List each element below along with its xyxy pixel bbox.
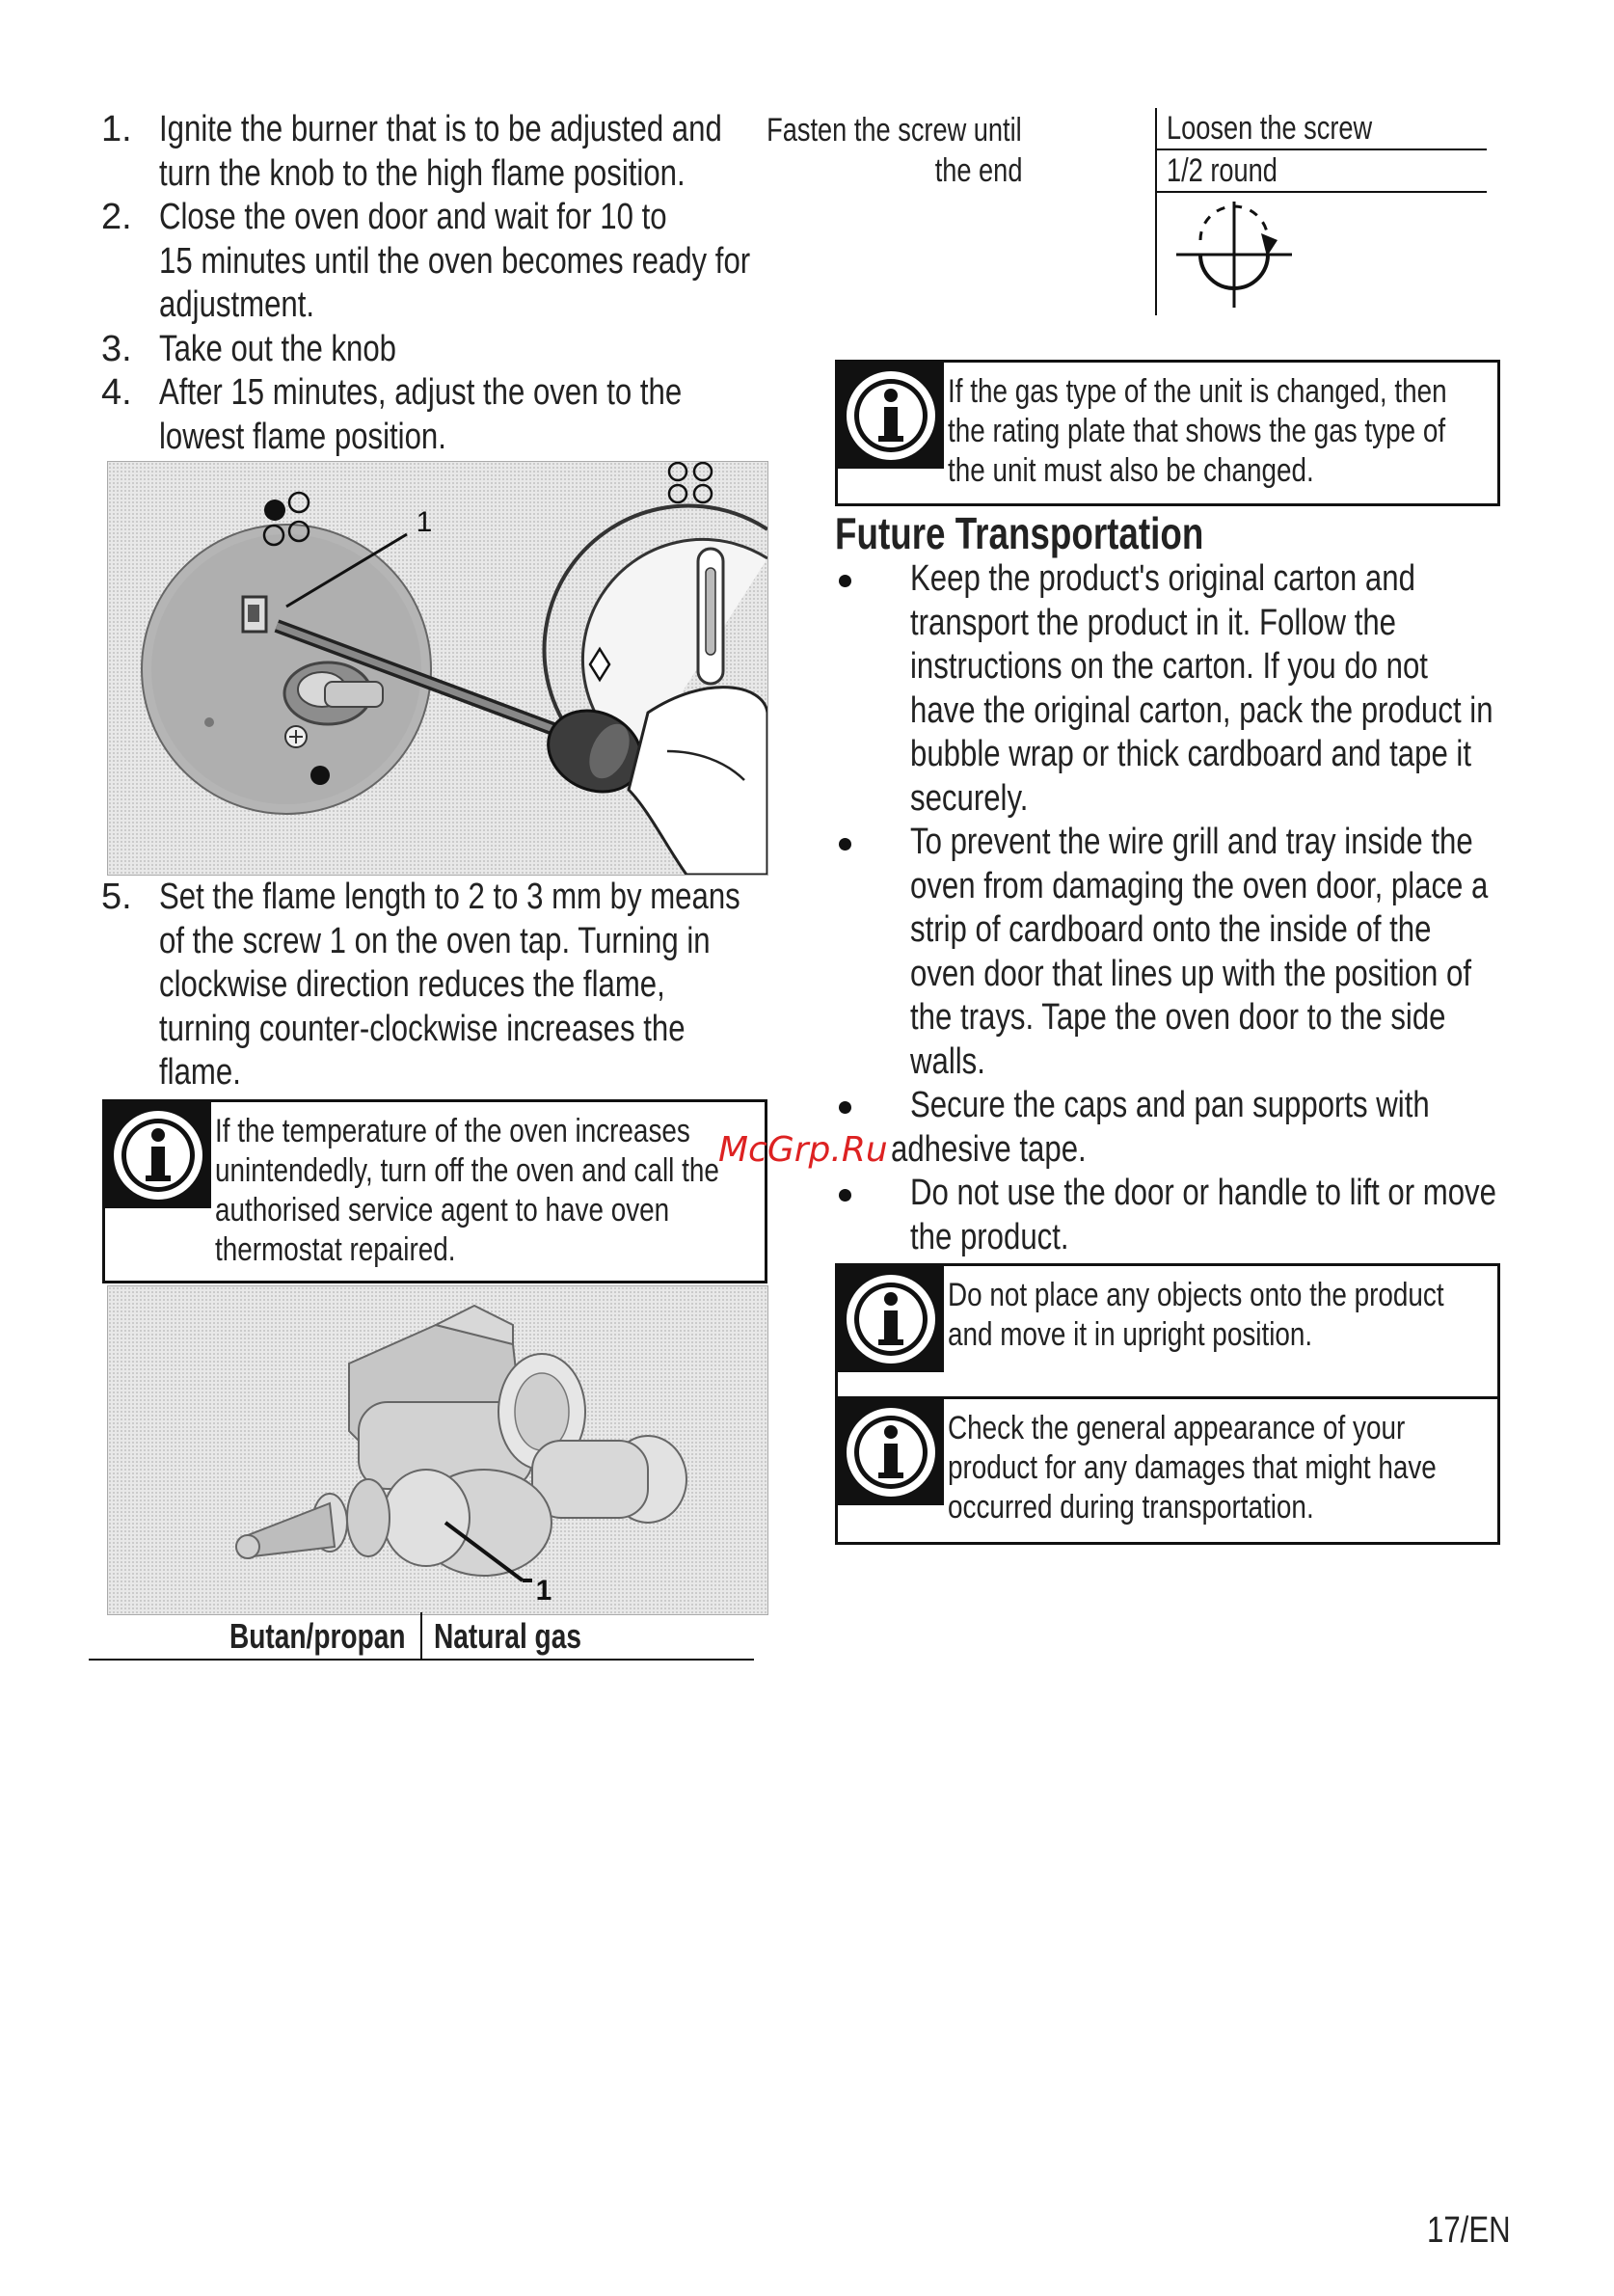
figure-callout: 1 bbox=[416, 506, 433, 538]
bullet-icon bbox=[839, 575, 851, 587]
list-item: Secure the caps and pan supports with adhesive tape. bbox=[831, 1084, 1525, 1172]
info-box-objects bbox=[835, 1263, 1500, 1399]
step-4: 4. After 15 minutes, adjust the oven to the lowest flame position. bbox=[101, 372, 683, 457]
info-box-appearance bbox=[835, 1396, 1500, 1545]
table-divider bbox=[420, 1612, 422, 1659]
step-number: 1. bbox=[101, 109, 132, 149]
table-divider bbox=[1155, 108, 1157, 315]
gas-tap-illustration bbox=[108, 1286, 767, 1614]
step-number: 3. bbox=[101, 328, 132, 369]
future-transportation-heading: Future Transportation bbox=[835, 508, 1204, 558]
info-icon bbox=[838, 1266, 944, 1372]
step-number: 5. bbox=[101, 877, 132, 917]
gas-tap-figure bbox=[107, 1285, 768, 1615]
info-text: If the temperature of the oven increases unintendedly, turn off the oven and call the authorised service agent to have oven thermostat repaired. bbox=[215, 1113, 719, 1268]
screw-adjustment-illustration bbox=[108, 462, 767, 875]
watermark-link[interactable]: McGrp.Ru bbox=[718, 1130, 888, 1170]
fasten-label: Fasten the screw until the end bbox=[767, 112, 1022, 189]
info-text: If the gas type of the unit is changed, then the rating plate that shows the gas type of the unit must also be changed. bbox=[948, 373, 1447, 489]
step-5: 5. Set the flame length to 2 to 3 mm by means of the screw 1 on the oven tap. Turning in clockwise direction reduces the flame, turning counter-clockwise increases the flame. bbox=[101, 877, 740, 1093]
list-item: To prevent the wire grill and tray inside the oven from damaging the oven door, place a strip of cardboard onto the inside of the oven door that lines up with the position of the trays. Tape the oven door to the side walls. bbox=[831, 821, 1525, 1084]
step-number: 2. bbox=[101, 197, 132, 237]
loosen-label: Loosen the screw bbox=[1167, 110, 1373, 147]
bullet-icon bbox=[839, 1101, 851, 1114]
step-number: 4. bbox=[101, 372, 132, 413]
gas-label-butan-propan: Butan/propan bbox=[229, 1616, 406, 1656]
info-box-temperature bbox=[102, 1099, 767, 1283]
info-box-gas-type bbox=[835, 360, 1500, 506]
transportation-bullet-list bbox=[831, 557, 1525, 1259]
figure-callout: 1 bbox=[535, 1575, 552, 1607]
screw-adjustment-figure bbox=[107, 461, 768, 876]
adjustment-steps bbox=[101, 108, 795, 459]
info-text: Do not place any objects onto the product and move it in upright position. bbox=[948, 1277, 1444, 1353]
step-1: 1. Ignite the burner that is to be adjusted and turn the knob to the high flame position. bbox=[101, 109, 722, 194]
screw-direction-table bbox=[767, 108, 1494, 320]
gas-label-natural-gas: Natural gas bbox=[434, 1616, 581, 1656]
half-round-label: 1/2 round bbox=[1167, 152, 1278, 189]
bullet-icon bbox=[839, 1189, 851, 1202]
info-text: Check the general appearance of your product for any damages that might have occurred during transportation. bbox=[948, 1410, 1437, 1526]
bullet-icon bbox=[839, 838, 851, 851]
page-number: 17/EN bbox=[1427, 2210, 1511, 2251]
info-icon bbox=[838, 1399, 944, 1505]
info-icon bbox=[838, 363, 944, 469]
step-2: 2. Close the oven door and wait for 10 to 15 minutes until the oven becomes ready for adjustment. bbox=[101, 197, 751, 325]
list-item: Do not use the door or handle to lift or move the product. bbox=[831, 1172, 1525, 1259]
list-item: Keep the product's original carton and transport the product in it. Follow the instructions on the carton. If you do not have the original carton, pack the product in bubble wrap or thick cardboard and tape it securely. bbox=[831, 557, 1525, 821]
gas-type-table bbox=[89, 1612, 754, 1661]
info-icon bbox=[105, 1102, 211, 1208]
step-3: 3. Take out the knob bbox=[101, 328, 795, 372]
half-turn-arrow-icon bbox=[1167, 197, 1302, 312]
